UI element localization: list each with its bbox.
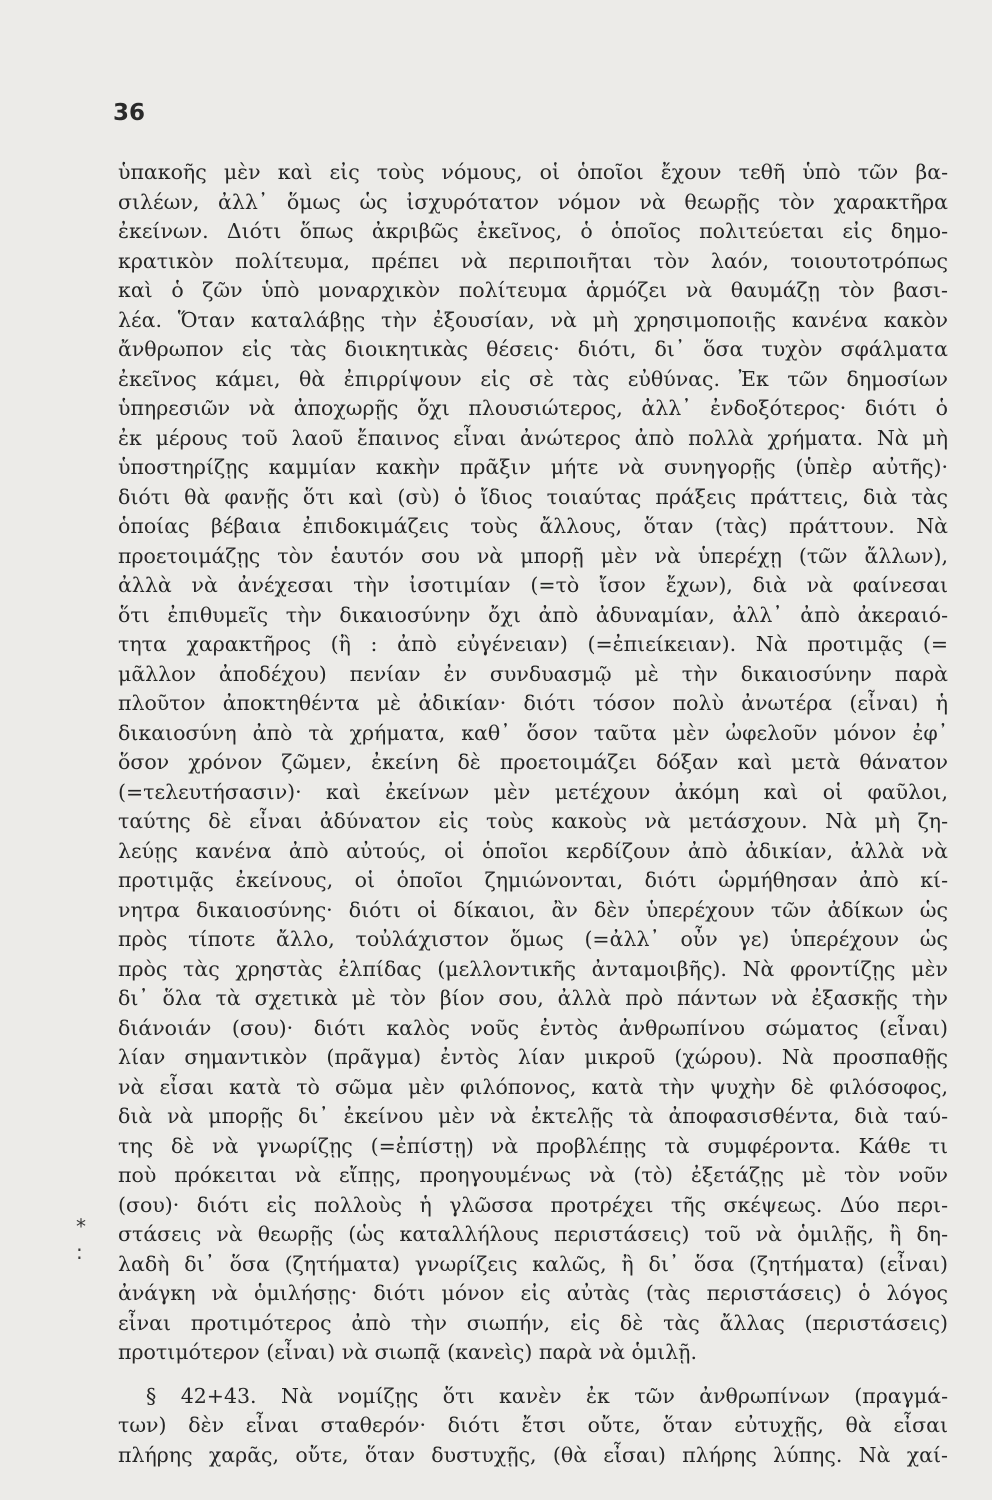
text-line: πρὸς τὰς χρηστὰς ἐλπίδας (μελλοντικῆς ἀνταμοιβῆς). Νὰ φροντίζῃς μὲν (118, 956, 948, 981)
text-line: τητα χαρακτῆρος (ἢ : ἀπὸ εὐγένειαν) (=ἐπιείκειαν). Νὰ προτιμᾷς (= (118, 632, 948, 656)
text-line: δικαιοσύνη ἀπὸ τὰ χρήματα, καθ᾽ ὅσον ταῦτα μὲν ὠφελοῦν μόνον ἐφ᾽ (118, 720, 948, 745)
text-line: των) δὲν εἶναι σταθερόν· διότι ἔτσι οὔτε, ὅταν εὐτυχῇς, θὰ εἶσαι (118, 1413, 948, 1437)
text-line: ἐκ μέρους τοῦ λαοῦ ἔπαινος εἶναι ἀνώτερος ἀπὸ πολλὰ χρήματα. Νὰ μὴ (118, 425, 948, 450)
text-line: § 42+43. Νὰ νομίζῃς ὅτι κανὲν ἐκ τῶν ἀνθρωπίνων (πραγμά- (146, 1383, 948, 1408)
text-line: πλοῦτον ἀποκτηθέντα μὲ ἀδικίαν· διότι τόσον πολὺ ἀνωτέρα (εἶναι) ἡ (118, 691, 948, 715)
text-line: λαδὴ δι᾽ ὅσα (ζητήματα) γνωρίζεις καλῶς, ἢ δι᾽ ὅσα (ζητήματα) (εἶναι) (118, 1251, 948, 1276)
text-line: ποὺ πρόκειται νὰ εἴπῃς, προηγουμένως νὰ (τὸ) ἐξετάζῃς μὲ τὸν νοῦν (118, 1163, 948, 1187)
text-line: προτιμότερον (εἶναι) νὰ σιωπᾷ (κανεὶς) παρὰ νὰ ὁμιλῇ. (118, 1340, 697, 1364)
text-line: καὶ ὁ ζῶν ὑπὸ μοναρχικὸν πολίτευμα ἁρμόζει νὰ θαυμάζῃ τὸν βασι- (118, 278, 948, 302)
text-line: πρὸς τίποτε ἄλλο, τοὐλάχιστον ὅμως (=ἀλλ᾽ οὖν γε) ὑπερέχουν ὡς (118, 927, 948, 951)
text-line: ὑποστηρίζῃς καμμίαν κακὴν πρᾶξιν μήτε νὰ συνηγορῇς (ὑπὲρ αὐτῆς)· (118, 455, 948, 479)
text-line: μᾶλλον ἀποδέχου) πενίαν ἐν συνδυασμῷ μὲ τὴν δικαιοσύνην παρὰ (118, 661, 948, 686)
text-line: ὁποίας βέβαια ἐπιδοκιμάζεις τοὺς ἄλλους, ὅταν (τὰς) πράττουν. Νὰ (118, 514, 948, 538)
text-line: λεύῃς κανένα ἀπὸ αὐτούς, οἱ ὁποῖοι κερδίζουν ἀπὸ ἀδικίαν, ἀλλὰ νὰ (118, 838, 948, 863)
text-line: νὰ εἶσαι κατὰ τὸ σῶμα μὲν φιλόπονος, κατὰ τὴν ψυχὴν δὲ φιλόσοφος, (118, 1074, 948, 1099)
margin-mark-star: ⁎ (76, 1208, 86, 1232)
text-line: πλήρης χαρᾶς, οὔτε, ὅταν δυστυχῇς, (θὰ εἶσαι) πλήρης λύπης. Νὰ χαί- (118, 1442, 948, 1467)
text-line: ἀνάγκη νὰ ὁμιλήσῃς· διότι μόνον εἰς αὐτὰς (τὰς περιστάσεις) ὁ λόγος (118, 1281, 948, 1305)
text-line: ὅτι ἐπιθυμεῖς τὴν δικαιοσύνην ὄχι ἀπὸ ἀδυναμίαν, ἀλλ᾽ ἀπὸ ἀκεραιό- (118, 602, 948, 627)
text-line: ὅσον χρόνον ζῶμεν, ἐκείνη δὲ προετοιμάζει δόξαν καὶ μετὰ θάνατον (118, 750, 948, 774)
text-line: ἀλλὰ νὰ ἀνέχεσαι τὴν ἰσοτιμίαν (=τὸ ἴσον ἔχων), διὰ νὰ φαίνεσαι (118, 573, 948, 597)
text-line: ἄνθρωπον εἰς τὰς διοικητικὰς θέσεις· διότι, δι᾽ ὅσα τυχὸν σφάλματα (118, 337, 948, 361)
text-line: (σου)· διότι εἰς πολλοὺς ἡ γλῶσσα προτρέχει τῆς σκέψεως. Δύο περι- (118, 1192, 948, 1217)
page-number: 36 (113, 100, 146, 126)
text-line: ὑπηρεσιῶν νὰ ἀποχωρῇς ὄχι πλουσιώτερος, ἀλλ᾽ ἐνδοξότερος· διότι ὁ (118, 396, 948, 420)
text-line: διάνοιάν (σου)· διότι καλὸς νοῦς ἐντὸς ἀνθρωπίνου σώματος (εἶναι) (118, 1015, 948, 1040)
text-line: στάσεις νὰ θεωρῇς (ὡς καταλλήλους περιστάσεις) τοῦ νὰ ὁμιλῇς, ἢ δη- (118, 1222, 948, 1246)
text-line: δι᾽ ὅλα τὰ σχετικὰ μὲ τὸν βίον σου, ἀλλὰ πρὸ πάντων νὰ ἐξασκῇς τὴν (118, 986, 948, 1010)
text-line: ταύτης δὲ εἶναι ἀδύνατον εἰς τοὺς κακοὺς νὰ μετάσχουν. Νὰ μὴ ζη- (118, 809, 948, 833)
text-line: λίαν σημαντικὸν (πρᾶγμα) ἐντὸς λίαν μικροῦ (χώρου). Νὰ προσπαθῇς (118, 1045, 948, 1069)
text-line: (=τελευτήσασιν)· καὶ ἐκείνων μὲν μετέχουν ἀκόμη καὶ οἱ φαῦλοι, (118, 779, 948, 804)
text-line: διὰ νὰ μπορῇς δι᾽ ἐκείνου μὲν νὰ ἐκτελῇς τὰ ἀποφασισθέντα, διὰ ταύ- (118, 1104, 948, 1128)
text-line: ἐκείνων. Διότι ὅπως ἀκριβῶς ἐκεῖνος, ὁ ὁποῖος πολιτεύεται εἰς δημο- (118, 219, 948, 243)
text-line: ὑπακοῆς μὲν καὶ εἰς τοὺς νόμους, οἱ ὁποῖοι ἔχουν τεθῆ ὑπὸ τῶν βα- (118, 160, 948, 184)
text-line: σιλέων, ἀλλ᾽ ὅμως ὡς ἰσχυρότατον νόμον νὰ θεωρῇς τὸν χαρακτῆρα (118, 189, 948, 214)
margin-mark-colon: : (76, 1240, 83, 1264)
text-line: νητρα δικαιοσύνης· διότι οἱ δίκαιοι, ἂν δὲν ὑπερέχουν τῶν ἀδίκων ὡς (118, 897, 948, 922)
text-line: της δὲ νὰ γνωρίζῃς (=ἐπίστῃ) νὰ προβλέπῃς τὰ συμφέροντα. Κάθε τι (118, 1133, 948, 1158)
text-line: κρατικὸν πολίτευμα, πρέπει νὰ περιποιῆται τὸν λαόν, τοιουτοτρόπως (118, 248, 948, 273)
text-line: λέα. Ὅταν καταλάβῃς τὴν ἐξουσίαν, νὰ μὴ χρησιμοποιῇς κανένα κακὸν (118, 307, 948, 332)
text-line: εἶναι προτιμότερος ἀπὸ τὴν σιωπήν, εἰς δὲ τὰς ἄλλας (περιστάσεις) (118, 1310, 948, 1335)
text-line: προτιμᾷς ἐκείνους, οἱ ὁποῖοι ζημιώνονται, διότι ὡρμήθησαν ἀπὸ κί- (118, 868, 948, 892)
text-line: ἐκεῖνος κάμει, θὰ ἐπιρρίψουν εἰς σὲ τὰς εὐθύνας. Ἐκ τῶν δημοσίων (118, 366, 948, 391)
body-text (118, 158, 948, 1470)
text-line: διότι θὰ φανῇς ὅτι καὶ (σὺ) ὁ ἴδιος τοιαύτας πράξεις πράττεις, διὰ τὰς (118, 484, 948, 509)
text-line: προετοιμάζῃς τὸν ἑαυτόν σου νὰ μπορῇ μὲν νὰ ὑπερέχῃ (τῶν ἄλλων), (118, 543, 948, 568)
text-line (118, 1368, 948, 1382)
